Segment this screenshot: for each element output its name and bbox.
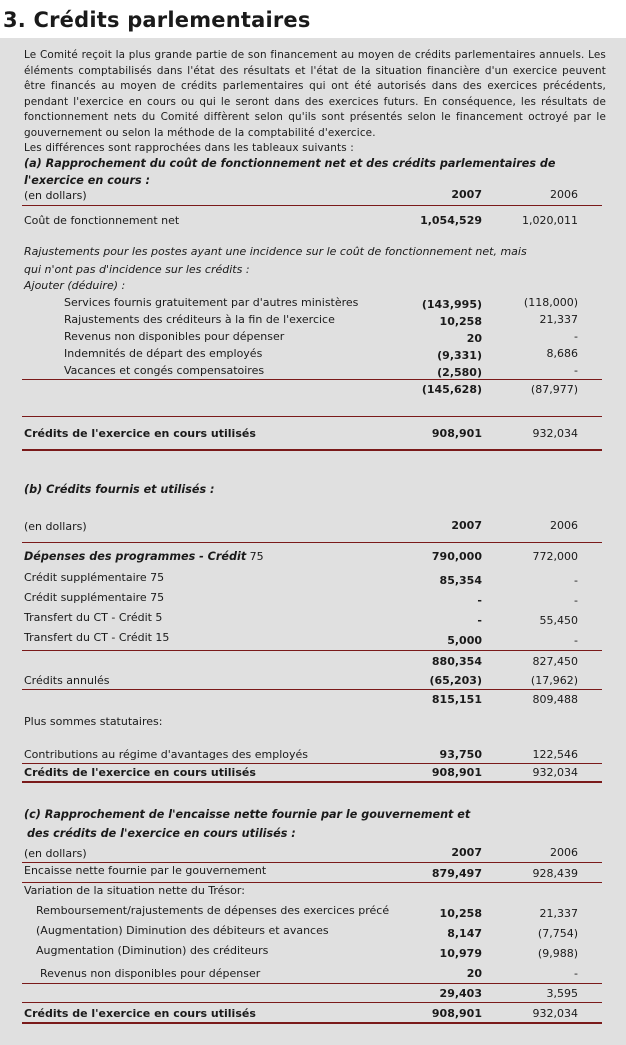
c-row-label: Remboursement/rajustements de dépenses des exercices précé — [36, 904, 390, 917]
net-cost-2007: 1,054,529 — [420, 214, 482, 227]
b-row-2007: - — [477, 614, 482, 627]
adjustments-line1: Rajustements pour les postes ayant une incidence sur le coût de fonctionnement net, mais — [24, 245, 527, 258]
page-title: 3. Crédits parlementaires — [3, 8, 311, 32]
c-subtotal-2006: 3,595 — [546, 987, 578, 1000]
section-a-total-rule — [22, 416, 602, 417]
a-row-2006: - — [574, 330, 578, 343]
b-row-2006: - — [574, 634, 578, 647]
section-b-col-2007: 2007 — [451, 519, 482, 532]
section-a-heading-line2: l'exercice en cours : — [24, 174, 151, 187]
program-spending-label — [24, 550, 264, 563]
c-row-2007: 20 — [466, 967, 482, 980]
b-total-label: Crédits de l'exercice en cours utilisés — [24, 766, 256, 779]
c-row-2007: 10,979 — [439, 947, 482, 960]
section-c-cash-rule — [22, 882, 602, 883]
section-a-end-rule — [22, 449, 602, 451]
section-c-total-rule — [22, 1002, 602, 1003]
c-row-2007: 8,147 — [447, 927, 482, 940]
section-c-end-rule — [22, 1022, 602, 1024]
cash-label: Encaisse nette fournie par le gouvernement — [24, 864, 267, 877]
b-prog-2007: 790,000 — [431, 550, 482, 563]
a-row-2006: 8,686 — [546, 347, 578, 360]
section-c-col-2007: 2007 — [451, 846, 482, 859]
section-b-heading: (b) Crédits fournis et utilisés : — [24, 483, 215, 496]
c-subtotal-2007: 29,403 — [439, 987, 482, 1000]
section-b-subtotal2-rule — [22, 689, 602, 690]
contributions-label: Contributions au régime d'avantages des employés — [24, 748, 309, 761]
b-prog-2006: 772,000 — [532, 550, 578, 563]
a-row-2007: (143,995) — [421, 298, 482, 311]
section-a-units: (en dollars) — [24, 189, 87, 202]
intro-text: Le Comité reçoit la plus grande partie de son financement au moyen de crédits parlementaires annuels. Les éléments comptabilisés dans l'état des résultats et l'état de la situation financière d'un exercice peuvent être financés au moyen de crédits parlementaires qui ont été autorisés dans des exercices précédents, pendant l'exercice en cours ou qui le seront dans des exercices futurs. En conséquence, les résultats de fonctionnement nets du Comité diffèrent selon qu'ils sont présentés selon le financement octroyé par le gouvernement ou selon la méthode de la comptabilité d'exercice. — [24, 49, 606, 139]
a-total-2007: 908,901 — [431, 427, 482, 440]
b-subtotal1-2006: 827,450 — [532, 655, 578, 668]
b-row-2006: 55,450 — [539, 614, 578, 627]
a-row-2007: (2,580) — [437, 366, 482, 379]
section-b-units: (en dollars) — [24, 520, 87, 533]
c-row-2006: - — [574, 967, 578, 980]
section-c-heading-line1: (c) Rapprochement de l'encaisse nette fournie par le gouvernement et — [24, 808, 471, 821]
b-row-2007: 5,000 — [447, 634, 482, 647]
b-subtotal2-2006: 809,488 — [532, 693, 578, 706]
b-row-2007: 85,354 — [439, 574, 482, 587]
section-c-heading-line2: des crédits de l'exercice en cours utilisés : — [27, 827, 296, 840]
b-row-2006: - — [574, 574, 578, 587]
b-subtotal1-2007: 880,354 — [431, 655, 482, 668]
program-spending-vote: 75 — [249, 550, 264, 563]
c-row-label: Revenus non disponibles pour dépenser — [40, 967, 261, 980]
section-c-header-rule — [22, 862, 602, 863]
a-total-2006: 932,034 — [532, 427, 578, 440]
c-row-2007: 10,258 — [439, 907, 482, 920]
net-cost-label: Coût de fonctionnement net — [24, 214, 180, 227]
c-row-2006: (7,754) — [537, 927, 578, 940]
section-c-units: (en dollars) — [24, 847, 87, 860]
b-row-label: Transfert du CT - Crédit 5 — [24, 611, 163, 624]
c-row-label: (Augmentation) Diminution des débiteurs et avances — [36, 924, 329, 937]
a-row-label: Services fournis gratuitement par d'autres ministères — [64, 296, 359, 309]
c-row-2006: 21,337 — [539, 907, 578, 920]
c-row-2006: (9,988) — [537, 947, 578, 960]
a-row-2007: 10,258 — [439, 315, 482, 328]
section-b-total-rule — [22, 763, 602, 764]
a-row-2006: - — [574, 364, 578, 377]
section-c-col-2006: 2006 — [550, 846, 578, 859]
section-c-subtotal-rule — [22, 983, 602, 984]
section-a-header-rule — [22, 205, 602, 206]
b-row-label: Crédit supplémentaire 75 — [24, 571, 165, 584]
b-row-2007: - — [477, 594, 482, 607]
adjustments-line2: qui n'ont pas d'incidence sur les crédits : — [24, 263, 250, 276]
c-cash-2007: 879,497 — [431, 867, 482, 880]
b-row-label: Crédit supplémentaire 75 — [24, 591, 165, 604]
a-row-2006: (118,000) — [523, 296, 578, 309]
b-total-2007: 908,901 — [431, 766, 482, 779]
b-row-2006: - — [574, 594, 578, 607]
a-total-label: Crédits de l'exercice en cours utilisés — [24, 427, 256, 440]
section-a-subtotal-rule — [22, 379, 602, 380]
a-subtotal-2006: (87,977) — [530, 383, 578, 396]
variation-label: Variation de la situation nette du Trésor: — [24, 884, 245, 897]
b-row-label: Transfert du CT - Crédit 15 — [24, 631, 170, 644]
plus-statutory-label: Plus sommes statutaires: — [24, 715, 163, 728]
a-row-2006: 21,337 — [539, 313, 578, 326]
add-deduct-label: Ajouter (déduire) : — [24, 279, 126, 292]
a-row-2007: 20 — [466, 332, 482, 345]
c-cash-2006: 928,439 — [532, 867, 578, 880]
b-total-2006: 932,034 — [532, 766, 578, 779]
section-b-subtotal1-rule — [22, 650, 602, 651]
intro-last-line: Les différences sont rapprochées dans les tableaux suivants : — [24, 142, 354, 154]
section-a-col-2006: 2006 — [550, 188, 578, 201]
net-cost-2006: 1,020,011 — [522, 214, 578, 227]
program-spending-text: Dépenses des programmes - Crédit — [24, 550, 247, 563]
b-contrib-2007: 93,750 — [439, 748, 482, 761]
a-row-label: Rajustements des créditeurs à la fin de l'exercice — [64, 313, 335, 326]
section-b-end-rule — [22, 781, 602, 783]
a-row-label: Vacances et congés compensatoires — [64, 364, 265, 377]
section-a-col-2007: 2007 — [451, 188, 482, 201]
a-subtotal-2007: (145,628) — [421, 383, 482, 396]
a-row-label: Revenus non disponibles pour dépenser — [64, 330, 285, 343]
c-total-label: Crédits de l'exercice en cours utilisés — [24, 1007, 256, 1020]
c-total-2006: 932,034 — [532, 1007, 578, 1020]
a-row-label: Indemnités de départ des employés — [64, 347, 263, 360]
section-b-header-rule — [22, 542, 602, 543]
section-b-col-2006: 2006 — [550, 519, 578, 532]
lapsed-label: Crédits annulés — [24, 674, 110, 687]
intro-paragraph — [24, 48, 606, 157]
c-total-2007: 908,901 — [431, 1007, 482, 1020]
c-row-label: Augmentation (Diminution) des créditeurs — [36, 944, 269, 957]
b-lapsed-2006: (17,962) — [530, 674, 578, 687]
a-row-2007: (9,331) — [437, 349, 482, 362]
b-contrib-2006: 122,546 — [532, 748, 578, 761]
b-subtotal2-2007: 815,151 — [431, 693, 482, 706]
b-lapsed-2007: (65,203) — [429, 674, 482, 687]
section-a-heading-line1: (a) Rapprochement du coût de fonctionnement net et des crédits parlementaires de — [24, 157, 556, 170]
